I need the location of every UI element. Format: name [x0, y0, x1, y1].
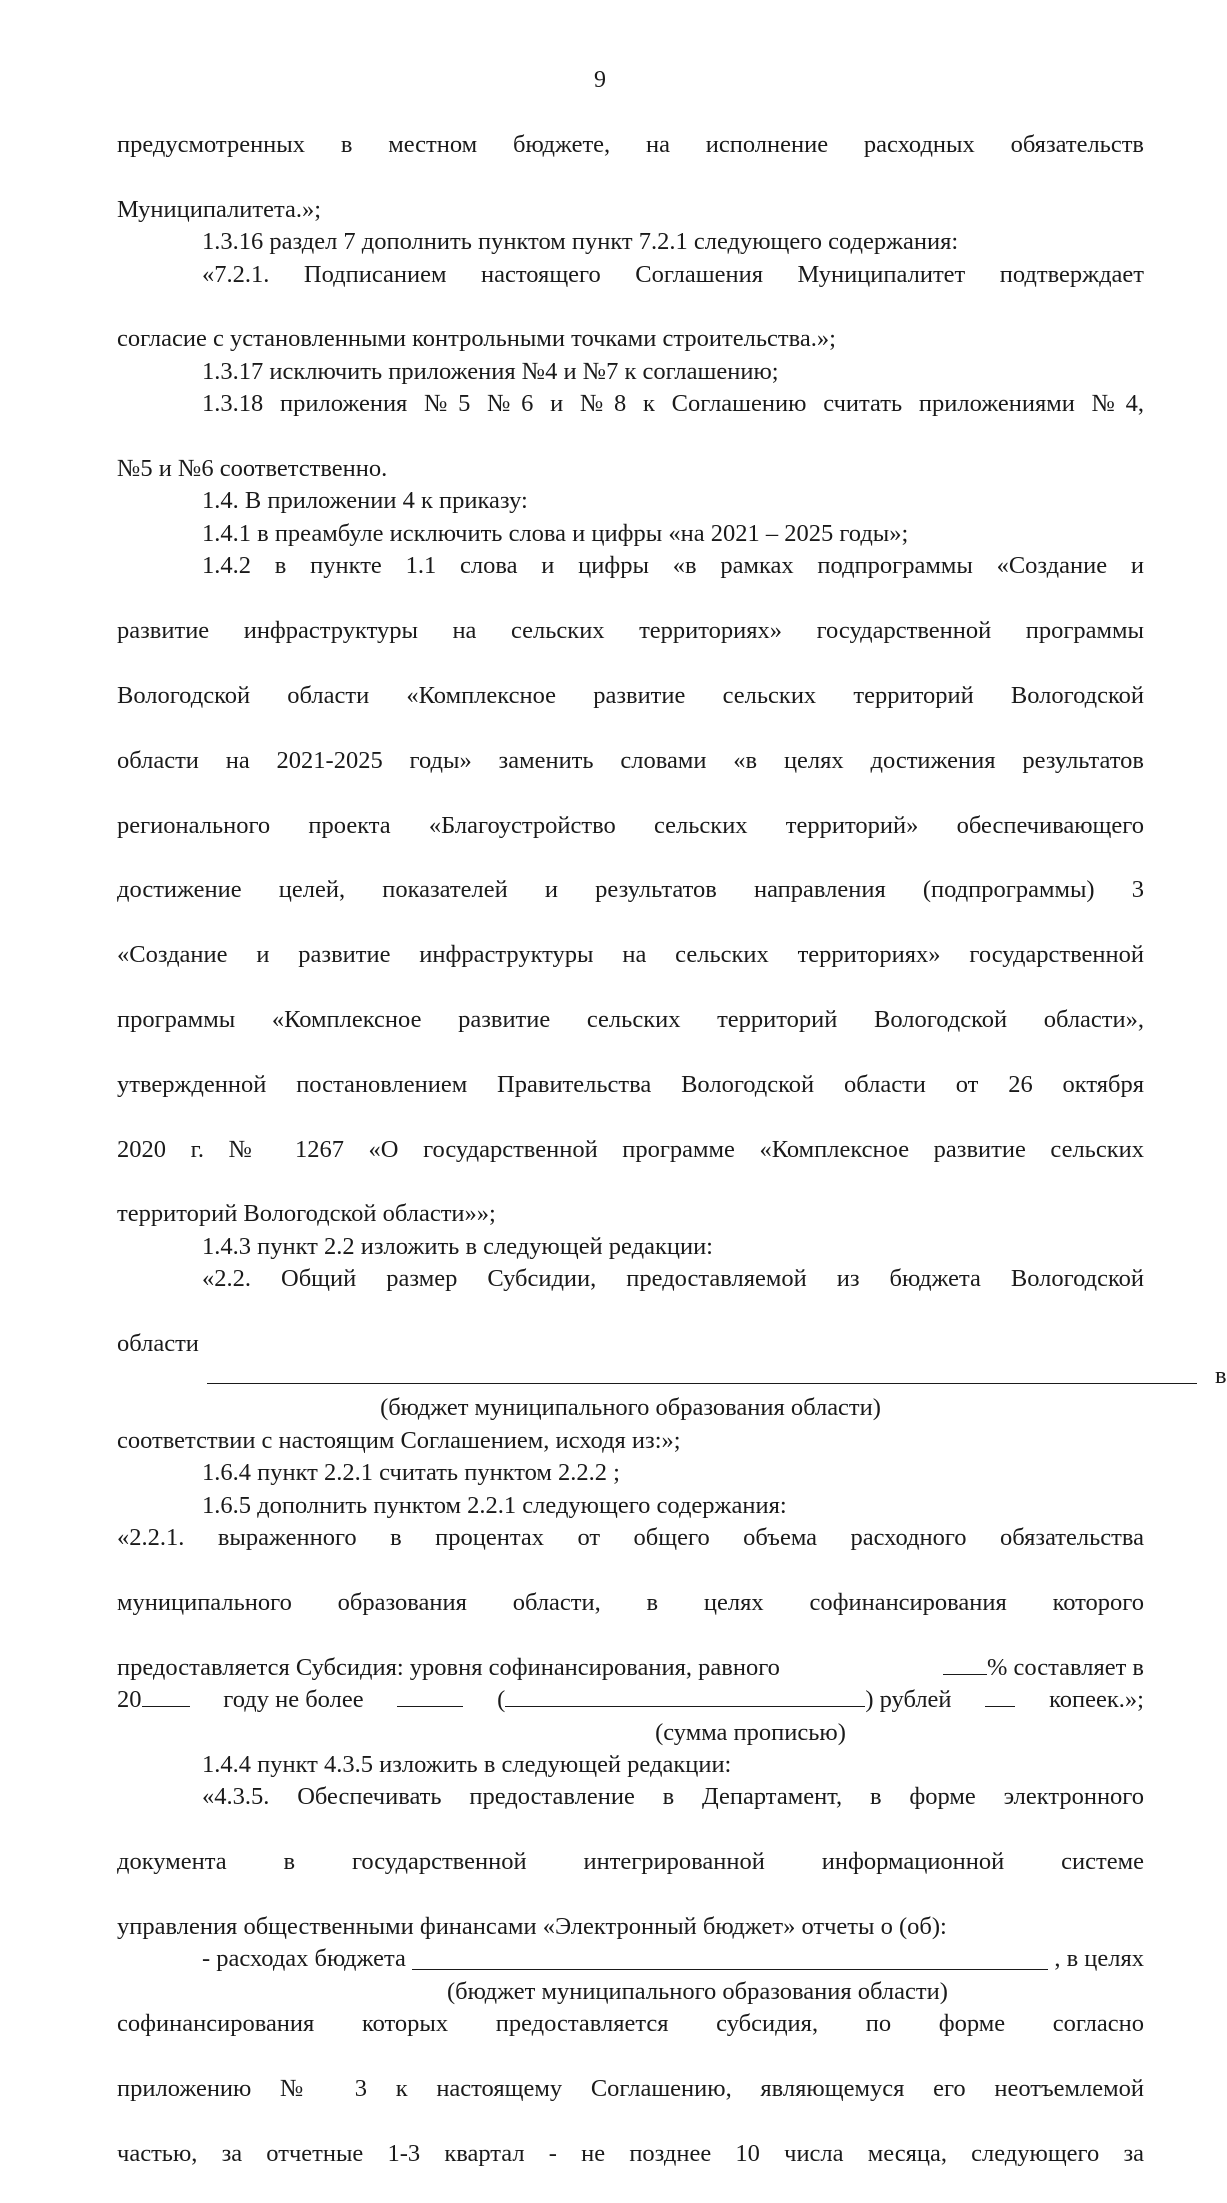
text-line: 1.6.4 пункт 2.2.1 считать пунктом 2.2.2 ; — [202, 1459, 620, 1487]
text-line: 1.3.18 приложения №5 №6 и №8 к Соглашению считать приложениями №4, — [202, 390, 1144, 418]
text-line: софинансирования которых предоставляется субсидия, по форме согласно — [117, 2010, 1144, 2038]
fill-in-blank — [505, 1684, 865, 1707]
text-line: 1.3.17 исключить приложения №4 и №7 к соглашению; — [202, 357, 779, 385]
text-line: «4.3.5. Обеспечивать предоставление в Департамент, в форме электронного — [202, 1783, 1144, 1811]
text-line: соответствии с настоящим Соглашением, исходя из:»; — [117, 1426, 681, 1454]
text-line: Муниципалитета.»; — [117, 195, 322, 223]
text-line: предусмотренных в местном бюджете, на исполнение расходных обязательств — [117, 131, 1144, 158]
text-line: «2.2.1. выраженного в процентах от общего объема расходного обязательства — [117, 1524, 1144, 1552]
text-line: управления общественными финансами «Электронный бюджет» отчеты о (об): — [117, 1912, 947, 1940]
text-fragment: - расходах бюджета — [202, 1945, 406, 1973]
text-fragment: предоставляется Субсидия: уровня софинансирования, равного — [117, 1653, 780, 1681]
text-fragment: копеек.»; — [1049, 1686, 1144, 1714]
text-line: достижение целей, показателей и результатов направления (подпрограммы) 3 — [117, 876, 1144, 904]
blank-caption: (бюджет муниципального образования области) — [447, 1977, 948, 2005]
text-line: «7.2.1. Подписанием настоящего Соглашения Муниципалитет подтверждает — [202, 260, 1144, 288]
text-line: №5 и №6 соответственно. — [117, 455, 388, 483]
page-number: 9 — [594, 67, 606, 93]
text-line: 1.6.5 дополнить пунктом 2.2.1 следующего содержания: — [202, 1491, 787, 1519]
text-line: частью, за отчетные 1-3 квартал - не позднее 10 числа месяца, следующего за — [117, 2139, 1144, 2167]
text-fragment: 20 — [117, 1686, 142, 1714]
text-line: Вологодской области «Комплексное развитие сельских территорий Вологодской — [117, 681, 1144, 709]
text-fragment: % составляет в — [986, 1653, 1144, 1681]
fill-in-blank — [207, 1383, 1197, 1384]
fill-in-blank — [412, 1969, 1048, 1970]
text-line: «Создание и развитие инфраструктуры на сельских территориях» государственной — [117, 941, 1144, 969]
text-line: 1.4. В приложении 4 к приказу: — [202, 487, 528, 515]
text-line: утвержденной постановлением Правительства Вологодской области от 26 октября — [117, 1070, 1144, 1098]
text-line-with-blank — [117, 1943, 1144, 1975]
text-line: 1.4.2 в пункте 1.1 слова и цифры «в рамках подпрограммы «Создание и — [202, 552, 1144, 580]
fill-in-blank — [985, 1684, 1015, 1707]
text-line: «2.2. Общий размер Субсидии, предоставляемой из бюджета Вологодской — [202, 1265, 1144, 1293]
text-line: согласие с установленными контрольными точками строительства.»; — [117, 325, 836, 353]
text-line: программы «Комплексное развитие сельских территорий Вологодской области», — [117, 1005, 1144, 1033]
text-line-with-blanks — [117, 1684, 1144, 1716]
text-line: регионального проекта «Благоустройство сельских территорий» обеспечивающего — [117, 811, 1144, 839]
text-line: 1.4.4 пункт 4.3.5 изложить в следующей редакции: — [202, 1750, 732, 1778]
blank-caption: (бюджет муниципального образования области) — [380, 1394, 881, 1422]
text-line: области на 2021-2025 годы» заменить словами «в целях достижения результатов — [117, 746, 1144, 774]
fill-in-blank — [397, 1684, 463, 1707]
text-line: приложению № 3 к настоящему Соглашению, являющемуся его неотъемлемой — [117, 2074, 1144, 2102]
budget-blank-line — [117, 1360, 1227, 1392]
text-line: 2020 г. № 1267 «О государственной программе «Комплексное развитие сельских — [117, 1135, 1144, 1163]
text-line: 1.3.16 раздел 7 дополнить пунктом пункт 7.2.1 следующего содержания: — [202, 228, 959, 256]
document-body — [117, 129, 1227, 2203]
text-fragment: году не более — [223, 1686, 364, 1714]
text-fragment: , в целях — [1054, 1945, 1144, 1973]
text-fragment: ( — [497, 1686, 506, 1714]
text-line: 1.4.3 пункт 2.2 изложить в следующей редакции: — [202, 1232, 713, 1260]
text-line: документа в государственной интегрированной информационной системе — [117, 1848, 1144, 1876]
text-line: области — [117, 1330, 199, 1358]
fill-in-blank — [142, 1684, 190, 1707]
text-fragment: в — [1215, 1362, 1227, 1390]
text-line-with-blank — [117, 1652, 1144, 1684]
blank-caption: (сумма прописью) — [655, 1718, 846, 1746]
text-line: развитие инфраструктуры на сельских территориях» государственной программы — [117, 617, 1144, 645]
text-fragment: ) рублей — [865, 1686, 952, 1714]
fill-in-blank — [943, 1652, 987, 1675]
text-line: территорий Вологодской области»»; — [117, 1200, 496, 1228]
text-line: 1.4.1 в преамбуле исключить слова и цифры «на 2021 – 2025 годы»; — [202, 519, 909, 547]
text-line: муниципального образования области, в целях софинансирования которого — [117, 1588, 1144, 1616]
